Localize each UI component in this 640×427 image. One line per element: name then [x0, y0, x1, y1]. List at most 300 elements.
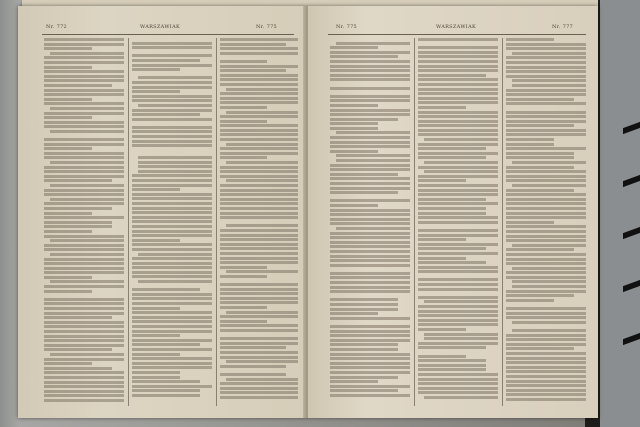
- text-line: [132, 394, 200, 397]
- text-line: [506, 389, 586, 392]
- text-line: [44, 399, 124, 402]
- text-line: [506, 143, 554, 146]
- text-line: [132, 216, 212, 219]
- text-line: [506, 375, 586, 378]
- text-line: [418, 124, 498, 127]
- text-line: [50, 107, 124, 110]
- text-line: [220, 38, 298, 41]
- text-line: [220, 288, 298, 291]
- text-line: [418, 166, 498, 169]
- text-line: [220, 124, 298, 127]
- text-line: [418, 378, 498, 381]
- text-line: [226, 88, 298, 91]
- text-line: [330, 196, 410, 198]
- text-line: [330, 91, 410, 93]
- text-line: [330, 357, 410, 360]
- text-line: [220, 69, 286, 72]
- text-line: [132, 95, 212, 98]
- text-line: [512, 79, 586, 82]
- text-line: [330, 122, 378, 125]
- text-line: [418, 51, 498, 54]
- text-line: [132, 207, 212, 210]
- text-line: [44, 362, 92, 365]
- text-line: [132, 220, 212, 223]
- text-line: [132, 51, 212, 53]
- text-line: [132, 362, 212, 365]
- text-line: [138, 165, 212, 168]
- text-line: [44, 244, 124, 247]
- text-line: [220, 238, 298, 241]
- text-line: [132, 257, 212, 260]
- text-line: [44, 339, 124, 342]
- text-line: [44, 121, 124, 124]
- text-line: [132, 325, 212, 328]
- text-line: [132, 302, 212, 305]
- text-line: [418, 78, 498, 81]
- column-rule: [216, 38, 217, 406]
- text-line: [506, 312, 586, 315]
- text-line: [424, 161, 498, 164]
- text-line: [418, 229, 498, 232]
- text-line: [506, 212, 586, 215]
- text-line: [506, 361, 586, 364]
- text-line: [418, 292, 498, 294]
- text-line: [418, 346, 486, 349]
- text-line: [506, 253, 586, 256]
- text-line: [418, 266, 498, 269]
- text-line: [330, 232, 410, 235]
- text-line: [226, 143, 298, 146]
- text-line: [44, 371, 124, 374]
- text-line: [330, 286, 410, 289]
- text-line: [132, 135, 212, 138]
- text-line: [132, 357, 212, 360]
- text-line: [506, 325, 586, 327]
- text-line: [506, 225, 586, 228]
- text-line: [506, 258, 586, 261]
- text-line: [330, 389, 398, 392]
- text-line: [330, 164, 410, 167]
- text-line: [220, 306, 267, 309]
- text-line: [418, 355, 466, 358]
- text-line: [220, 261, 298, 264]
- text-line: [336, 227, 410, 230]
- text-line: [330, 173, 398, 176]
- text-line: [418, 101, 498, 104]
- text-line: [220, 115, 298, 118]
- text-line: [506, 276, 586, 279]
- text-line: [44, 193, 124, 196]
- text-line: [132, 81, 212, 84]
- text-line: [418, 278, 498, 281]
- text-line: [418, 270, 498, 273]
- text-line: [506, 343, 586, 346]
- text-line: [44, 335, 124, 338]
- text-line: [418, 69, 498, 72]
- text-line: [132, 239, 180, 242]
- text-line: [512, 244, 586, 247]
- text-line: [44, 212, 92, 215]
- text-line: [506, 38, 554, 41]
- text-line: [330, 255, 410, 258]
- text-line: [220, 369, 298, 371]
- text-line: [220, 193, 298, 196]
- text-line: [44, 56, 124, 59]
- text-line: [418, 351, 498, 353]
- text-line: [132, 348, 212, 351]
- text-line: [424, 300, 498, 303]
- text-line: [220, 106, 267, 109]
- text-line: [506, 198, 586, 201]
- text-line: [330, 343, 398, 346]
- text-line: [132, 234, 212, 237]
- text-line: [138, 253, 212, 256]
- text-line: [506, 193, 586, 196]
- text-line: [44, 43, 124, 46]
- text-line: [138, 156, 212, 159]
- text-line: [506, 338, 586, 341]
- text-line: [418, 179, 466, 182]
- text-line: [220, 152, 298, 155]
- text-line: [330, 109, 410, 112]
- text-line: [220, 101, 298, 104]
- text-line: [132, 366, 212, 369]
- text-line: [44, 61, 124, 64]
- text-column: [220, 38, 298, 408]
- text-line: [330, 264, 410, 267]
- text-line: [132, 68, 180, 71]
- text-line: [506, 271, 586, 274]
- text-line: [132, 42, 212, 45]
- text-line: [132, 316, 212, 319]
- text-line: [44, 156, 124, 159]
- text-line: [132, 371, 180, 374]
- text-line: [506, 230, 586, 233]
- text-line: [226, 161, 298, 164]
- text-line: [132, 211, 212, 214]
- text-line: [132, 64, 212, 67]
- newspaper-spread: [18, 6, 598, 418]
- text-line: [506, 138, 554, 141]
- text-line: [220, 324, 298, 327]
- text-line: [418, 212, 486, 215]
- text-line: [424, 170, 498, 173]
- text-line: [418, 373, 498, 376]
- text-line: [132, 144, 212, 147]
- text-line: [506, 221, 554, 224]
- text-line: [330, 222, 410, 225]
- text-line: [506, 156, 574, 159]
- text-line: [418, 310, 498, 313]
- text-line: [220, 189, 298, 192]
- right-page-header: [308, 24, 598, 34]
- text-line: [506, 152, 574, 155]
- text-line: [506, 115, 586, 118]
- text-line: [44, 330, 124, 333]
- text-line: [330, 321, 410, 323]
- text-line: [506, 393, 586, 396]
- text-line: [418, 283, 498, 286]
- text-line: [44, 258, 124, 261]
- text-line: [418, 198, 486, 201]
- text-line: [330, 118, 398, 121]
- text-line: [50, 280, 124, 283]
- text-line: [330, 380, 378, 383]
- text-line: [512, 84, 586, 87]
- text-line: [132, 46, 212, 49]
- text-line: [418, 247, 486, 250]
- text-line: [418, 207, 486, 210]
- text-line: [220, 129, 298, 132]
- text-line: [506, 166, 574, 169]
- text-line: [138, 161, 212, 164]
- text-line: [418, 243, 498, 246]
- text-line: [220, 365, 286, 368]
- text-line: [132, 339, 212, 342]
- text-line: [226, 179, 298, 182]
- text-line: [506, 75, 586, 78]
- text-column: [132, 38, 212, 408]
- text-line: [220, 47, 298, 50]
- text-line: [506, 175, 586, 178]
- text-line: [330, 150, 378, 153]
- text-line: [506, 56, 586, 59]
- text-line: [330, 65, 410, 68]
- text-line: [132, 109, 212, 112]
- text-line: [418, 88, 498, 91]
- text-line: [418, 97, 498, 100]
- text-line: [418, 60, 498, 63]
- text-line: [506, 124, 574, 127]
- right-page-title: WARSZAWIAK: [436, 24, 477, 30]
- text-line: [418, 323, 498, 326]
- text-line: [330, 69, 410, 72]
- text-line: [132, 122, 212, 124]
- text-line: [132, 293, 212, 296]
- text-line: [132, 90, 180, 93]
- text-line: [418, 175, 498, 178]
- text-line: [418, 120, 498, 123]
- text-line: [44, 267, 124, 270]
- text-line: [44, 225, 112, 228]
- column-rule: [414, 38, 415, 406]
- text-line: [220, 373, 286, 376]
- text-line: [330, 46, 378, 49]
- text-line: [44, 367, 112, 370]
- text-line: [132, 118, 212, 121]
- text-line: [506, 129, 586, 132]
- text-line: [132, 275, 212, 278]
- text-line: [506, 47, 586, 50]
- text-line: [226, 111, 298, 114]
- text-line: [50, 161, 124, 164]
- text-line: [506, 290, 586, 293]
- text-line: [512, 329, 586, 332]
- text-column: [418, 38, 498, 408]
- text-line: [132, 140, 212, 143]
- text-line: [44, 75, 124, 78]
- text-line: [44, 394, 124, 397]
- text-line: [220, 387, 298, 390]
- text-line: [506, 70, 586, 73]
- text-line: [44, 302, 124, 305]
- text-line: [220, 207, 298, 210]
- text-line: [506, 316, 586, 319]
- right-page-number-left: Nr. 775: [336, 24, 358, 30]
- text-line: [44, 38, 124, 41]
- text-line: [220, 138, 298, 141]
- text-line: [220, 315, 298, 318]
- text-line: [132, 197, 212, 200]
- text-line: [330, 204, 378, 207]
- text-line: [132, 38, 212, 40]
- text-line: [220, 198, 298, 201]
- text-line: [220, 266, 267, 269]
- text-line: [330, 312, 378, 315]
- text-line: [418, 221, 498, 224]
- text-line: [418, 83, 498, 86]
- text-line: [506, 347, 574, 350]
- text-line: [132, 248, 212, 251]
- text-line: [44, 152, 124, 155]
- text-line: [330, 209, 410, 212]
- text-line: [424, 396, 498, 399]
- text-line: [220, 97, 298, 100]
- text-line: [506, 366, 586, 369]
- text-line: [506, 262, 586, 265]
- text-line: [132, 54, 212, 57]
- text-line: [506, 357, 586, 360]
- text-line: [132, 73, 212, 75]
- text-line: [132, 320, 212, 323]
- text-line: [418, 143, 498, 146]
- text-line: [132, 266, 212, 269]
- text-line: [220, 320, 267, 323]
- text-line: [330, 276, 410, 279]
- text-line: [330, 78, 410, 81]
- left-page-number-left: Nr. 772: [46, 24, 68, 30]
- text-line: [50, 239, 124, 242]
- text-line: [220, 133, 298, 136]
- text-line: [506, 102, 586, 105]
- text-line: [220, 382, 298, 385]
- text-line: [330, 177, 410, 180]
- text-line: [220, 252, 298, 255]
- text-line: [132, 243, 212, 246]
- text-line: [418, 252, 498, 255]
- text-line: [220, 342, 298, 345]
- text-line: [44, 248, 124, 251]
- text-line: [44, 221, 112, 224]
- text-line: [418, 43, 498, 45]
- text-line: [330, 87, 410, 90]
- text-line: [132, 311, 212, 314]
- text-line: [220, 170, 298, 173]
- text-line: [44, 298, 124, 301]
- text-line: [512, 321, 586, 324]
- text-line: [512, 161, 586, 164]
- text-line: [418, 319, 498, 322]
- text-line: [44, 134, 124, 136]
- text-line: [330, 83, 410, 85]
- text-line: [220, 279, 298, 281]
- text-line: [506, 98, 574, 101]
- text-line: [44, 348, 112, 351]
- text-line: [44, 66, 92, 69]
- text-line: [132, 288, 200, 291]
- text-line: [44, 390, 124, 393]
- text-column: [44, 38, 124, 408]
- text-line: [330, 145, 410, 148]
- text-line: [330, 95, 410, 98]
- text-line: [506, 202, 586, 205]
- text-line: [330, 290, 410, 293]
- text-line: [132, 262, 212, 265]
- text-line: [220, 74, 298, 77]
- text-line: [506, 307, 586, 310]
- text-line: [220, 56, 298, 58]
- text-line: [330, 55, 398, 58]
- text-line: [44, 98, 92, 101]
- text-line: [506, 207, 586, 210]
- text-line: [50, 198, 124, 201]
- text-column: [506, 38, 586, 408]
- text-line: [418, 193, 498, 196]
- text-line: [44, 202, 124, 205]
- text-line: [44, 79, 124, 82]
- text-line: [44, 276, 92, 279]
- text-line: [132, 389, 200, 392]
- text-line: [506, 120, 586, 123]
- text-line: [330, 325, 410, 328]
- text-line: [44, 112, 124, 115]
- text-line: [44, 381, 124, 384]
- text-line: [220, 391, 298, 394]
- text-line: [220, 83, 298, 86]
- text-line: [44, 312, 124, 315]
- text-line: [512, 52, 586, 55]
- text-line: [418, 368, 486, 371]
- text-line: [506, 216, 586, 219]
- text-line: [132, 376, 180, 379]
- text-line: [220, 283, 298, 286]
- text-line: [418, 257, 466, 260]
- text-line: [512, 280, 586, 283]
- text-line: [330, 127, 378, 130]
- text-line: [418, 391, 498, 394]
- text-line: [418, 65, 498, 68]
- text-line: [330, 104, 378, 107]
- text-line: [132, 174, 212, 177]
- text-line: [424, 138, 498, 141]
- text-line: [44, 70, 124, 73]
- text-line: [330, 272, 410, 275]
- text-line: [44, 166, 124, 169]
- text-line: [330, 250, 410, 253]
- text-line: [506, 111, 586, 114]
- text-line: [418, 129, 498, 132]
- text-line: [132, 130, 212, 133]
- text-line: [44, 125, 124, 128]
- text-line: [418, 202, 498, 205]
- text-line: [336, 131, 410, 134]
- text-line: [330, 168, 410, 171]
- text-line: [330, 141, 410, 144]
- text-line: [506, 147, 586, 150]
- text-line: [220, 396, 298, 399]
- text-line: [132, 149, 212, 151]
- text-line: [226, 360, 298, 363]
